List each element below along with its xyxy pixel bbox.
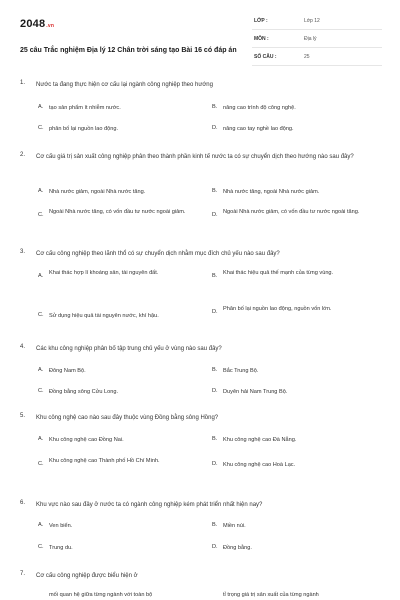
question-2 bbox=[20, 152, 382, 232]
option-text: Nhà nước giảm, ngoài Nhà nước tăng. bbox=[49, 189, 146, 195]
option-text: Duyên hải Nam Trung Bộ. bbox=[223, 389, 288, 395]
option-letter: D. bbox=[212, 388, 218, 394]
option-letter: D. bbox=[212, 461, 218, 467]
option-text: Phân bố lại nguồn lao động, nguồn vốn lớn. bbox=[223, 306, 332, 312]
meta-key: LỚP : bbox=[254, 18, 268, 24]
option-letter: D. bbox=[212, 309, 218, 315]
option-letter: A. bbox=[38, 104, 44, 110]
option-letter: D. bbox=[212, 212, 218, 218]
question-5 bbox=[20, 413, 382, 485]
option-text: Đồng bằng sông Cửu Long. bbox=[49, 389, 119, 395]
question-number: 2. bbox=[20, 152, 26, 158]
option-text: Ngoài Nhà nước tăng, có vốn đầu tư nước ngoài giảm. bbox=[49, 209, 186, 215]
option-letter: C. bbox=[38, 461, 44, 467]
question-number: 7. bbox=[20, 571, 26, 577]
site-logo[interactable] bbox=[20, 18, 54, 30]
option-text: Bắc Trung Bộ. bbox=[223, 368, 259, 374]
option-text: Sử dụng hiệu quả tài nguyên nước, khí hậu. bbox=[49, 313, 159, 319]
document-title: 25 câu Trắc nghiệm Địa lý 12 Chân trời sáng tạo Bài 16 có đáp án bbox=[20, 47, 237, 54]
question-text: Cơ cấu công nghiệp theo lãnh thổ có sự chuyển dịch nhằm mục đích chủ yếu nào sau đây? bbox=[36, 251, 280, 257]
question-text: Cơ cấu giá trị sản xuất công nghiệp phân theo thành phần kinh tế nước ta có sự chuyển dịch theo hướng nào sau đây? bbox=[36, 154, 354, 160]
option-text: Miền núi. bbox=[223, 523, 246, 529]
meta-key: MÔN : bbox=[254, 36, 269, 42]
question-6 bbox=[20, 500, 382, 556]
option-text: mối quan hệ giữa từng ngành với toàn bộ bbox=[49, 592, 153, 598]
option-text: Khu công nghệ cao Thành phố Hồ Chí Minh. bbox=[49, 458, 160, 464]
option-letter: C. bbox=[38, 544, 44, 550]
meta-key: SỐ CÂU : bbox=[254, 54, 277, 60]
meta-value: 25 bbox=[304, 54, 310, 60]
option-text: Khu công nghệ cao Đồng Nai. bbox=[49, 437, 124, 443]
question-number: 4. bbox=[20, 344, 26, 350]
option-letter: B. bbox=[212, 522, 218, 528]
question-text: Khu vực nào sau đây ở nước ta có ngành công nghiệp kém phát triển nhất hiện nay? bbox=[36, 502, 263, 508]
question-4 bbox=[20, 344, 382, 394]
meta-row-class bbox=[252, 14, 382, 30]
option-text: Nhà nước tăng, ngoài Nhà nước giảm. bbox=[223, 189, 320, 195]
option-text: Ven biển. bbox=[49, 523, 73, 529]
option-letter: C. bbox=[38, 388, 44, 394]
option-letter: A. bbox=[38, 188, 44, 194]
question-number: 5. bbox=[20, 413, 26, 419]
option-letter: B. bbox=[212, 188, 218, 194]
question-number: 3. bbox=[20, 249, 26, 255]
option-text: Khai thác hợp lí khoáng sản, tài nguyên đất. bbox=[49, 270, 159, 276]
logo-number: 2048 bbox=[20, 18, 46, 30]
option-text: tỉ trọng giá trị sản xuất của từng ngành bbox=[223, 592, 319, 598]
meta-table bbox=[252, 14, 382, 68]
meta-row-count bbox=[252, 50, 382, 66]
option-letter: B. bbox=[212, 273, 218, 279]
question-number: 1. bbox=[20, 80, 26, 86]
question-1 bbox=[20, 80, 382, 130]
option-text: tạo sản phẩm ít nhiễm nước. bbox=[49, 105, 121, 111]
meta-row-subject bbox=[252, 32, 382, 48]
document-header bbox=[20, 14, 382, 64]
question-text: Nước ta đang thực hiện cơ cấu lại ngành công nghiệp theo hướng bbox=[36, 82, 213, 88]
option-letter: C. bbox=[38, 125, 44, 131]
question-text: Các khu công nghiệp phân bố tập trung chủ yếu ở vùng nào sau đây? bbox=[36, 346, 222, 352]
option-letter: A. bbox=[38, 273, 44, 279]
option-text: nâng cao tay nghề lao động. bbox=[223, 126, 294, 132]
option-text: Khai thác hiệu quả thế mạnh của từng vùng. bbox=[223, 270, 334, 276]
option-letter: C. bbox=[38, 312, 44, 318]
question-text: Cơ cấu công nghiệp được biểu hiện ở bbox=[36, 573, 138, 579]
meta-value: Lớp 12 bbox=[304, 18, 320, 24]
option-letter: B. bbox=[212, 104, 218, 110]
option-text: Ngoài Nhà nước giảm, có vốn đầu tư nước ngoài tăng. bbox=[223, 209, 360, 215]
question-number: 6. bbox=[20, 500, 26, 506]
question-3 bbox=[20, 249, 382, 329]
option-text: nâng cao trình độ công nghệ. bbox=[223, 105, 296, 111]
option-text: Khu công nghệ cao Đà Nẵng. bbox=[223, 437, 297, 443]
option-text: phân bố lại nguồn lao động. bbox=[49, 126, 119, 132]
option-text: Khu công nghệ cao Hoà Lạc. bbox=[223, 462, 296, 468]
option-letter: A. bbox=[38, 367, 44, 373]
option-text: Đông Nam Bộ. bbox=[49, 368, 86, 374]
option-letter: C. bbox=[38, 212, 44, 218]
logo-suffix: .vn bbox=[46, 23, 55, 29]
option-text: Đồng bằng. bbox=[223, 545, 252, 551]
option-letter: D. bbox=[212, 125, 218, 131]
meta-value: Địa lý bbox=[304, 36, 317, 42]
option-letter: A. bbox=[38, 436, 44, 442]
question-7 bbox=[20, 571, 382, 600]
question-text: Khu công nghệ cao nào sau đây thuộc vùng Đồng bằng sông Hồng? bbox=[36, 415, 219, 421]
option-letter: D. bbox=[212, 544, 218, 550]
option-letter: B. bbox=[212, 367, 218, 373]
option-text: Trung du. bbox=[49, 545, 73, 551]
option-letter: B. bbox=[212, 436, 218, 442]
option-letter: A. bbox=[38, 522, 44, 528]
